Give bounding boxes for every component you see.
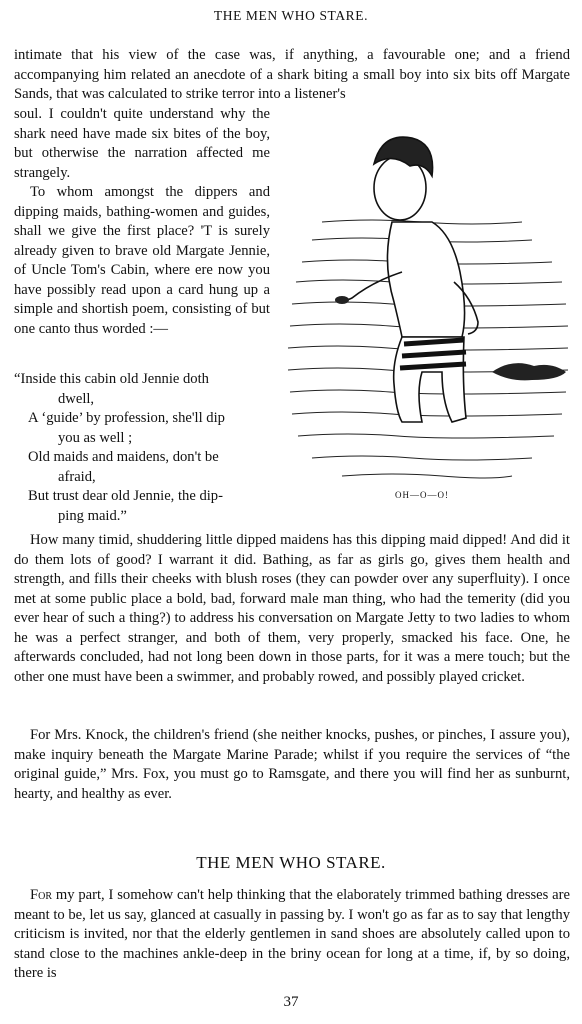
section-paragraph-text: my part, I somehow can't help thinking that the elaborately trimmed bathing dresses are meant to be, let us say, glanced at casually in passing by. I won't go as far as to say that lengthy criticism is invited, nor that the elderly gentlemen in sand shoes are absolutely called upon to stand close to the machines ankle-deep in the briny ocean for long at a time, if, by so doing, there is — [14, 887, 570, 981]
boy-figure — [342, 137, 478, 422]
rock-shape — [492, 363, 566, 380]
running-head: THE MEN WHO STARE. — [213, 8, 369, 23]
jennie-poem — [14, 370, 274, 526]
poem-line-2-cont: you as well ; — [58, 429, 133, 446]
section-dropcap: For — [30, 887, 53, 903]
poem-line-2: A ‘guide’ by profession, she'll dip — [28, 410, 225, 426]
illustration-caption: OH—O—O! — [395, 490, 449, 500]
page-number: 37 — [283, 994, 299, 1010]
boy-wading-illustration — [282, 122, 572, 502]
section-paragraph — [14, 886, 570, 984]
body-paragraph-1: How many timid, shuddering little dipped maidens has this dipping maid dipped! And did it do them lots of good? I warrant it did. Bathing, as far as girls go, gives them health and strength, and fills their cheeks with blush roses (they can powder over any superfluity). I once met at some public place a bold, bad, forward male man thing, who had the temerity (did you ever hear of such a thing?) to address his conversation on Margate Jetty to two ladies to whom he was a perfect stranger, and both of them, very properly, smacked his face. One, he afterwards concluded, had not long been down in those parts, for it was a mere touch; but the other one must have been a swimmer, and probably rowed, and possibly played cricket. — [14, 532, 570, 685]
top-paragraph-full: intimate that his view of the case was, if anything, a favourable one; and a friend accompanying him related an anecdote of a shark biting a small boy into six bits off Margate Sands, that was calculated to strike terror into a listener's — [14, 47, 570, 102]
section-title: THE MEN WHO STARE. — [196, 853, 386, 872]
poem-line-4: But trust dear old Jennie, the dip- — [28, 488, 223, 504]
dippers-paragraph: To whom amongst the dippers and dipping maids, bathing-women and guides, shall we give the first place? 'T is surely already given to brave old Margate Jennie, of Uncle Tom's Cabin, where ere now you have possibly read upon a card hung up a simple and shortish poem, consisting of but one canto thus worded :— — [14, 184, 270, 337]
poem-line-3-cont: afraid, — [58, 468, 96, 485]
body-paragraph-2: For Mrs. Knock, the children's friend (she neither knocks, pushes, or pinches, I assure you), make inquiry beneath the Margate Marine Parade; whilst if you require the services of “the original guide,” Mrs. Fox, you must go to Ramsgate, and there you will find her as sunburnt, hearty, and healthy as ever. — [14, 727, 570, 802]
poem-line-3: Old maids and maidens, don't be — [28, 449, 219, 465]
top-paragraph-wrapped: soul. I couldn't quite understand why the shark need have made six bites of the boy, but otherwise the narration affected me strangely. — [14, 106, 270, 181]
poem-line-1: “Inside this cabin old Jennie doth — [14, 371, 209, 387]
poem-line-4-cont: ping maid.” — [58, 507, 127, 524]
boy-hand — [335, 296, 349, 304]
poem-line-1-cont: dwell, — [58, 390, 95, 407]
